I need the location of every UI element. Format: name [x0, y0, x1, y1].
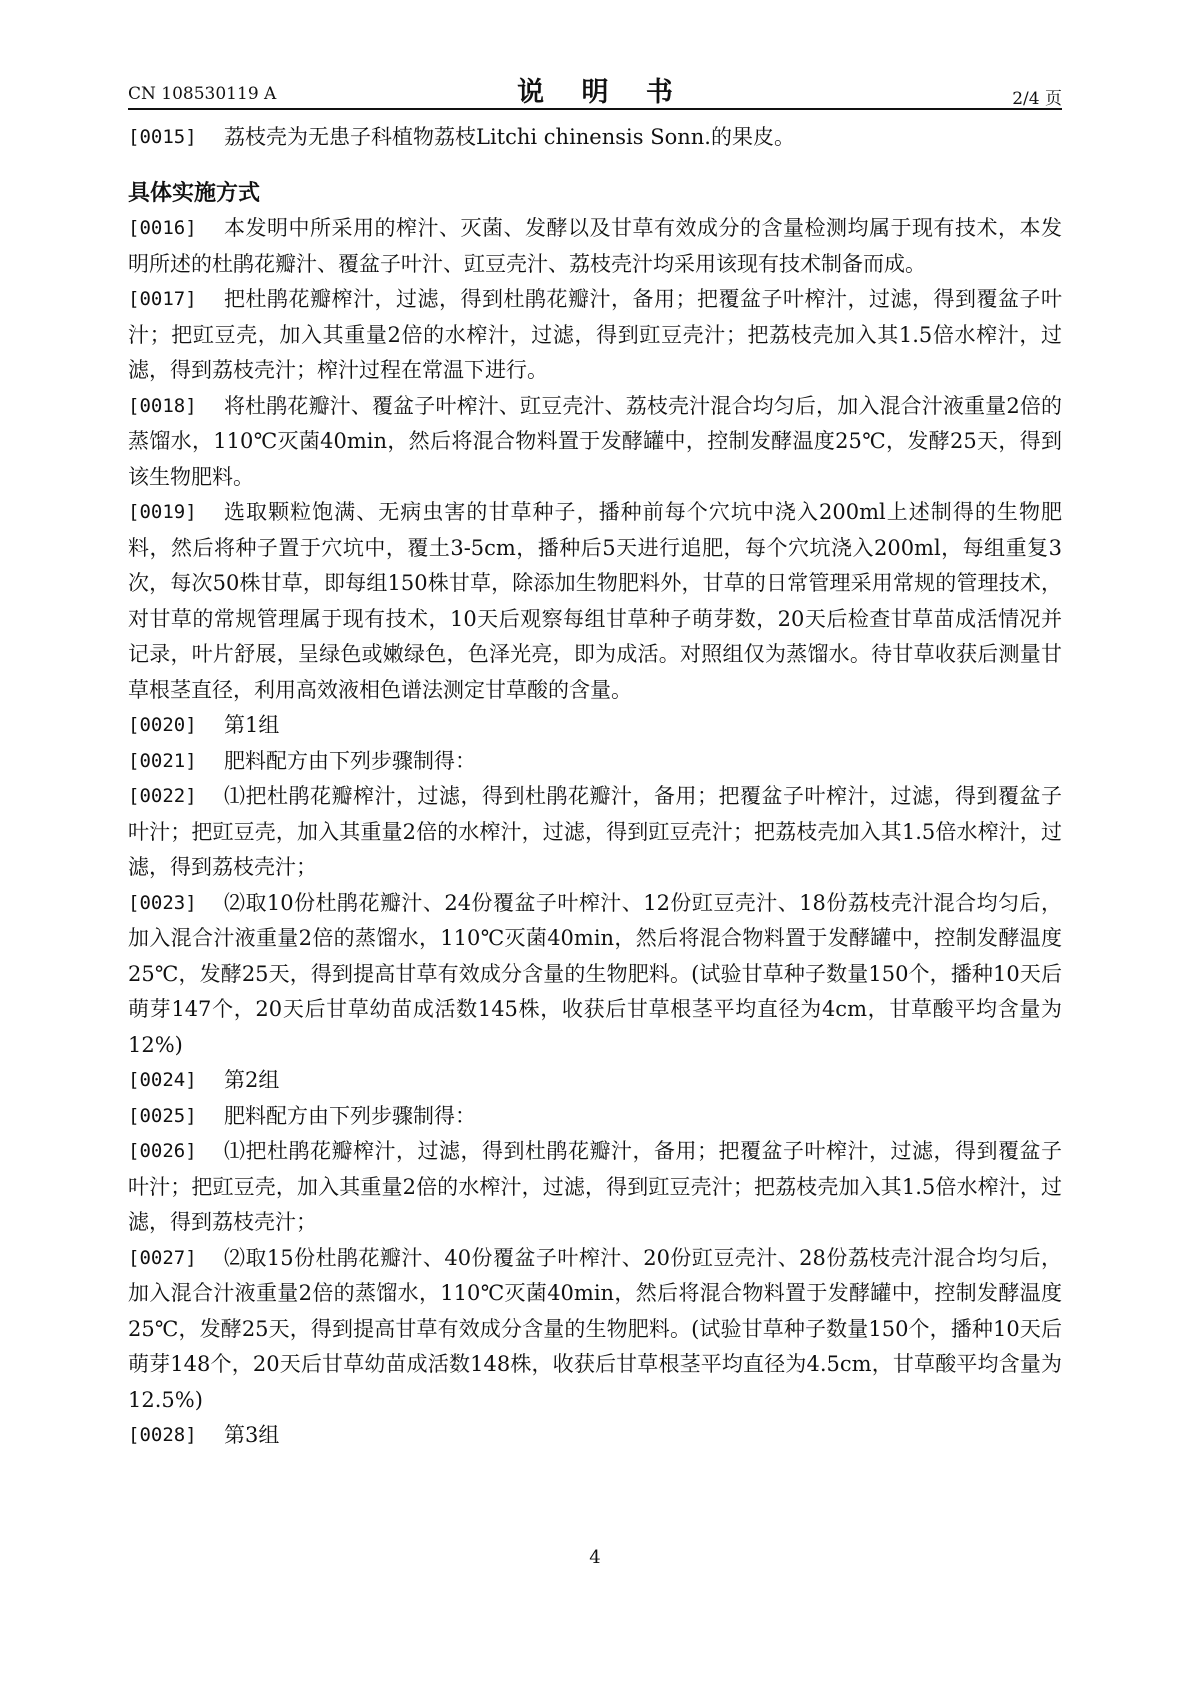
- paragraph-0023: [128, 886, 1062, 1064]
- paragraph-number: [0024]: [128, 1069, 197, 1091]
- paragraph-text: ⑴把杜鹃花瓣榨汁，过滤，得到杜鹃花瓣汁，备用；把覆盆子叶榨汁，过滤，得到覆盆子叶汁；把豇豆壳，加入其重量2倍的水榨汁，过滤，得到豇豆壳汁；把荔枝壳加入其1.5倍水榨汁，过滤，得到荔枝壳汁；: [128, 784, 1062, 879]
- paragraph-text: 本发明中所采用的榨汁、灭菌、发酵以及甘草有效成分的含量检测均属于现有技术，本发明所述的杜鹃花瓣汁、覆盆子叶汁、豇豆壳汁、荔枝壳汁均采用该现有技术制备而成。: [128, 216, 1062, 276]
- paragraph-0022: [128, 779, 1062, 886]
- header-rule: [128, 108, 1062, 110]
- paragraph-text: ⑵取15份杜鹃花瓣汁、40份覆盆子叶榨汁、20份豇豆壳汁、28份荔枝壳汁混合均匀后，加入混合汁液重量2倍的蒸馏水，110℃灭菌40min，然后将混合物料置于发酵罐中，控制发酵温度25℃，发酵25天，得到提高甘草有效成分含量的生物肥料。(试验甘草种子数量150个，播种10天后萌芽148个，20天后甘草幼苗成活数148株，收获后甘草根茎平均直径为4.5cm，甘草酸平均含量为12.5%): [128, 1245, 1062, 1412]
- paragraph-number: [0019]: [128, 501, 197, 523]
- paragraph-0016: [128, 211, 1062, 282]
- paragraph-0028: [128, 1418, 1062, 1454]
- paragraph-number: [0017]: [128, 288, 197, 310]
- paragraph-0027: [128, 1241, 1062, 1419]
- page-indicator: 2/4 页: [1012, 89, 1062, 109]
- paragraph-number: [0023]: [128, 891, 197, 914]
- paragraph-text: 选取颗粒饱满、无病虫害的甘草种子，播种前每个穴坑中浇入200ml上述制得的生物肥料，然后将种子置于穴坑中，覆土3-5cm，播种后5天进行追肥，每个穴坑浇入200ml，每组重复3次，每次50株甘草，即每组150株甘草，除添加生物肥料外，甘草的日常管理采用常规的管理技术，对甘草的常规管理属于现有技术，10天后观察每组甘草种子萌芽数，20天后检查甘草苗成活情况并记录，叶片舒展，呈绿色或嫩绿色，色泽光亮，即为成活。对照组仅为蒸馏水。待甘草收获后测量甘草根茎直径，利用高效液相色谱法测定甘草酸的含量。: [128, 500, 1062, 702]
- paragraph-text: 肥料配方由下列步骤制得：: [224, 748, 476, 773]
- paragraph-0020: [128, 708, 1062, 744]
- document-body: [128, 120, 1062, 1454]
- paragraph-text: ⑵取10份杜鹃花瓣汁、24份覆盆子叶榨汁、12份豇豆壳汁、18份荔枝壳汁混合均匀后，加入混合汁液重量2倍的蒸馏水，110℃灭菌40min，然后将混合物料置于发酵罐中，控制发酵温度25℃，发酵25天，得到提高甘草有效成分含量的生物肥料。(试验甘草种子数量150个，播种10天后萌芽147个，20天后甘草幼苗成活数145株，收获后甘草根茎平均直径为4cm，甘草酸平均含量为12%): [128, 890, 1062, 1057]
- paragraph-0026: [128, 1134, 1062, 1241]
- paragraph-text: 第3组: [224, 1423, 280, 1447]
- paragraph-0025: [128, 1099, 1062, 1135]
- paragraph-number: [0027]: [128, 1246, 197, 1269]
- section-title: 具体实施方式: [128, 179, 261, 206]
- paragraph-0015: [128, 120, 1062, 156]
- paragraph-number: [0018]: [128, 394, 197, 417]
- paragraph-text: 第2组: [224, 1068, 280, 1092]
- document-title: 说 明 书: [517, 77, 687, 108]
- paragraph-text: 第1组: [224, 713, 280, 737]
- paragraph-number: [0028]: [128, 1424, 197, 1446]
- paragraph-text: 将杜鹃花瓣汁、覆盆子叶榨汁、豇豆壳汁、荔枝壳汁混合均匀后，加入混合汁液重量2倍的蒸馏水，110℃灭菌40min，然后将混合物料置于发酵罐中，控制发酵温度25℃，发酵25天，得到该生物肥料。: [128, 393, 1062, 489]
- paragraph-number: [0020]: [128, 714, 197, 736]
- paragraph-number: [0021]: [128, 749, 197, 772]
- paragraph-number: [0015]: [128, 126, 197, 148]
- page-number: 4: [589, 1547, 601, 1568]
- patent-number: CN 108530119 A: [128, 84, 277, 104]
- paragraph-0017: [128, 282, 1062, 389]
- paragraph-number: [0025]: [128, 1104, 197, 1127]
- paragraph-number: [0016]: [128, 217, 197, 239]
- page-header: [128, 68, 1062, 108]
- paragraph-text: 把杜鹃花瓣榨汁，过滤，得到杜鹃花瓣汁，备用；把覆盆子叶榨汁，过滤，得到覆盆子叶汁；把豇豆壳，加入其重量2倍的水榨汁，过滤，得到豇豆壳汁；把荔枝壳加入其1.5倍水榨汁，过滤，得到荔枝壳汁；榨汁过程在常温下进行。: [128, 287, 1062, 382]
- paragraph-0021: [128, 744, 1062, 780]
- paragraph-text: 肥料配方由下列步骤制得：: [224, 1103, 476, 1128]
- paragraph-number: [0026]: [128, 1140, 197, 1162]
- paragraph-text: ⑴把杜鹃花瓣榨汁，过滤，得到杜鹃花瓣汁，备用；把覆盆子叶榨汁，过滤，得到覆盆子叶汁；把豇豆壳，加入其重量2倍的水榨汁，过滤，得到豇豆壳汁；把荔枝壳加入其1.5倍水榨汁，过滤，得到荔枝壳汁；: [128, 1139, 1062, 1234]
- paragraph-0018: [128, 389, 1062, 496]
- paragraph-0019: [128, 495, 1062, 708]
- paragraph-0024: [128, 1063, 1062, 1099]
- paragraph-text: 荔枝壳为无患子科植物荔枝Litchi chinensis Sonn.的果皮。: [224, 125, 795, 149]
- paragraph-number: [0022]: [128, 785, 197, 807]
